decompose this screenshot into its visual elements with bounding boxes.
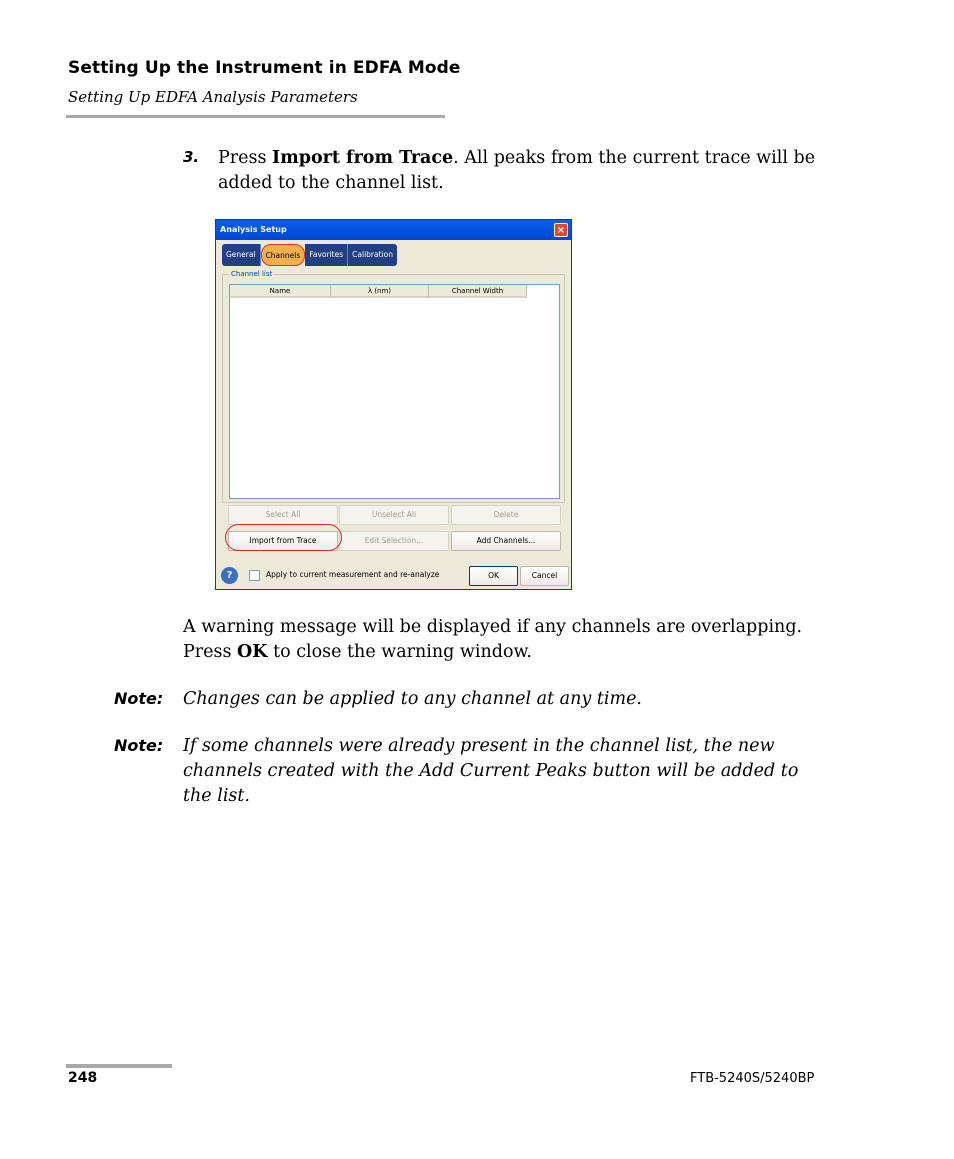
dialog-title: Analysis Setup — [220, 225, 287, 234]
note-text: If some channels were already present in the channel list, the new channels created with the Add Current Peaks button will be added to the list. — [183, 736, 799, 806]
tab-calibration[interactable]: Calibration — [348, 244, 397, 266]
step-text-after: . All peaks from the current trace will be added to the channel list. — [218, 148, 816, 193]
paragraph-bold-text: OK — [237, 642, 268, 662]
ok-button[interactable]: OK — [469, 566, 518, 586]
warning-paragraph — [183, 615, 833, 665]
step-number: 3. — [183, 148, 200, 166]
channel-list-group — [222, 270, 565, 503]
unselect-all-button[interactable]: Unselect All — [339, 505, 449, 525]
header-divider — [66, 115, 445, 118]
select-all-button[interactable]: Select All — [228, 505, 338, 525]
cancel-button[interactable]: Cancel — [520, 566, 569, 586]
highlight-callout — [225, 524, 342, 551]
add-channels-button[interactable]: Add Channels... — [451, 531, 561, 551]
help-icon[interactable]: ? — [221, 567, 238, 584]
tab-channels[interactable]: Channels — [261, 244, 306, 266]
subsection-title: Setting Up EDFA Analysis Parameters — [68, 88, 358, 106]
tab-general[interactable]: General — [222, 244, 261, 266]
column-header-name[interactable]: Name — [230, 285, 331, 298]
import-from-trace-button[interactable]: Import from Trace — [228, 531, 338, 551]
step-text-before: Press — [218, 148, 273, 168]
step-bold-text: Import from Trace — [272, 148, 454, 168]
note-label: Note: — [114, 736, 164, 755]
dialog-tabs — [222, 244, 397, 266]
analysis-setup-dialog — [215, 219, 572, 590]
column-header-channel-width[interactable]: Channel Width — [429, 285, 527, 298]
paragraph-text-after: to close the warning window. — [267, 642, 532, 662]
apply-checkbox-label: Apply to current measurement and re-analyze — [266, 570, 440, 579]
column-header-wavelength[interactable]: λ (nm) — [331, 285, 429, 298]
section-title: Setting Up the Instrument in EDFA Mode — [68, 58, 461, 78]
note-label: Note: — [114, 689, 164, 708]
apply-checkbox[interactable] — [249, 570, 260, 581]
close-icon[interactable]: × — [554, 223, 568, 237]
dialog-title-bar — [216, 220, 571, 240]
channel-list-label: Channel list — [231, 270, 273, 278]
document-id: FTB-5240S/5240BP — [690, 1071, 815, 1086]
delete-button[interactable]: Delete — [451, 505, 561, 525]
channel-list[interactable] — [229, 284, 560, 499]
note-text: Changes can be applied to any channel at any time. — [183, 689, 642, 709]
edit-selection-button[interactable]: Edit Selection... — [339, 531, 449, 551]
dialog-bottom-bar — [216, 564, 571, 589]
page-number: 248 — [68, 1070, 98, 1086]
paragraph-text-before: A warning message will be displayed if any channels are overlapping. Press — [183, 617, 803, 662]
step-instruction — [218, 146, 818, 196]
footer-divider — [66, 1064, 172, 1068]
tab-favorites[interactable]: Favorites — [305, 244, 348, 266]
